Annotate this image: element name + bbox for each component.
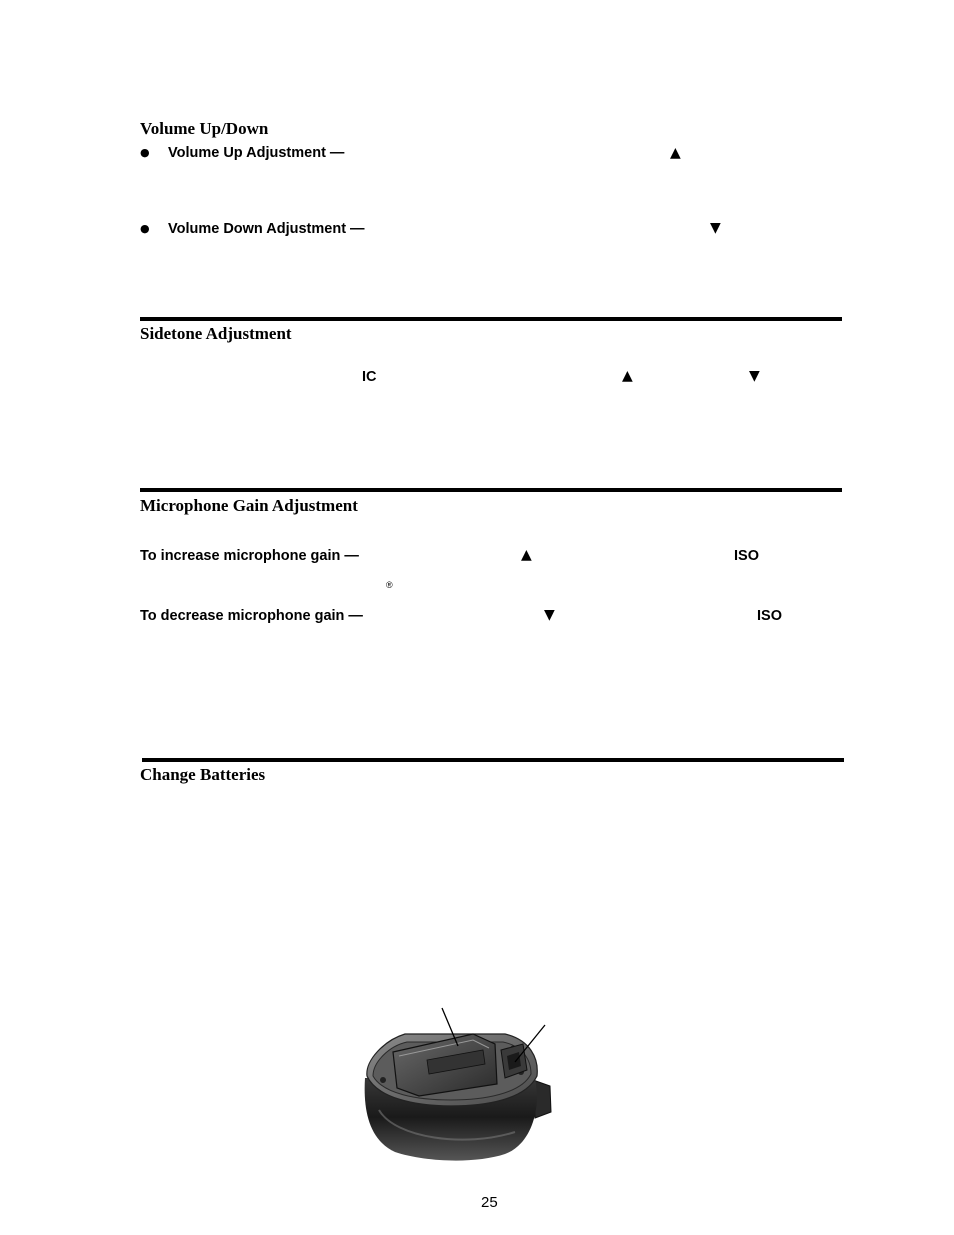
decrease-mic-gain-label: To decrease microphone gain — [140,608,363,624]
section-divider [140,317,842,321]
down-arrow-icon: ▼ [710,220,721,236]
up-arrow-icon: ▲ [622,368,633,384]
bullet-volume-down: ● [140,222,150,235]
mic-gain-heading: Microphone Gain Adjustment [140,496,358,515]
section-divider [142,758,844,762]
up-arrow-icon: ▲ [521,547,532,563]
page-number: 25 [481,1194,498,1211]
battery-pack-photo-icon [355,1000,560,1165]
increase-iso-label: ISO [734,548,759,564]
volume-down-label: Volume Down Adjustment — [168,221,365,237]
sidetone-heading: Sidetone Adjustment [140,324,292,343]
batteries-heading: Change Batteries [140,765,266,784]
registered-mark: ® [386,580,393,590]
up-arrow-icon: ▲ [670,145,681,161]
increase-mic-gain-label: To increase microphone gain — [140,548,359,564]
down-arrow-icon: ▼ [544,607,555,623]
volume-up-label: Volume Up Adjustment — [168,145,345,161]
decrease-iso-label: ISO [757,608,782,624]
bullet-volume-up: ● [140,146,150,159]
sidetone-ic-label: IC [362,369,377,385]
volume-heading: Volume Up/Down [140,119,269,138]
section-divider [140,488,842,492]
down-arrow-icon: ▼ [749,368,760,384]
